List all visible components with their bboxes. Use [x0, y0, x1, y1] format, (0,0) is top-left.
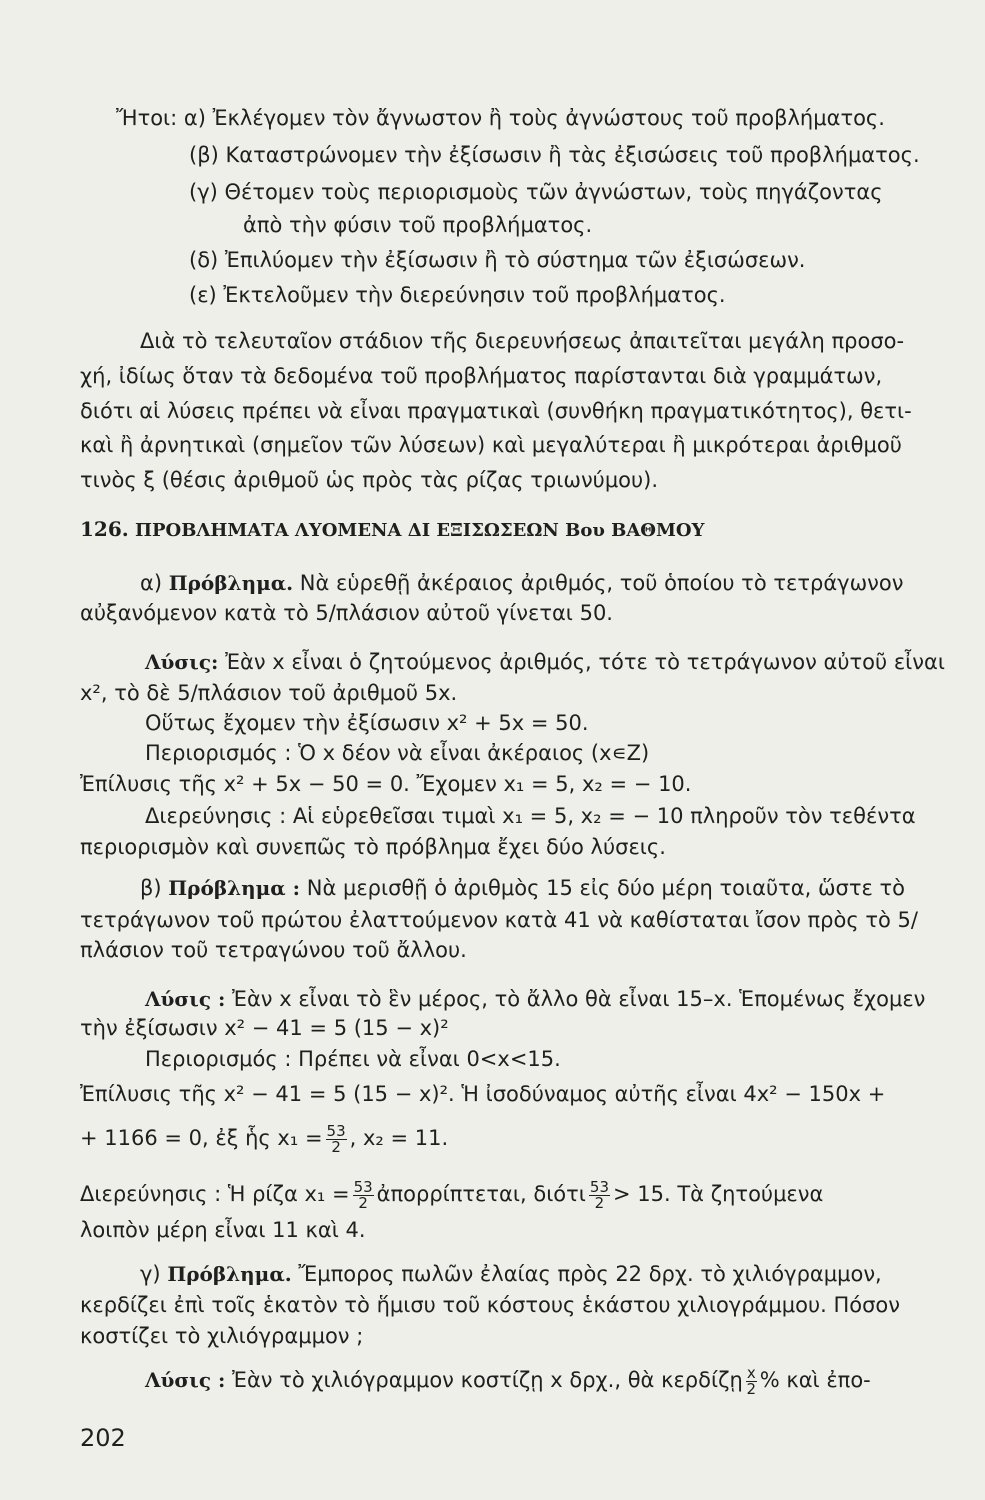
fraction-denominator: 2 — [331, 1137, 341, 1156]
fraction-numerator: x — [746, 1363, 756, 1382]
discussion-text: ἀπορρίπτεται, διότι — [376, 1182, 586, 1206]
solution-a-line: Διερεύνησις : Αἱ εὑρεθεῖσαι τιμαὶ x₁ = 5, x₂ = − 10 πληροῦν τὸν τεθέντα — [145, 804, 916, 828]
para-line: διότι αἱ λύσεις πρέπει νὰ εἶναι πραγματικαὶ (συνθήκη πραγματικότητος), θετι- — [80, 399, 912, 423]
solution-label: Λύσις : — [145, 987, 226, 1011]
step-epsilon: (ε) Ἐκτελοῦμεν τὴν διερεύνησιν τοῦ προβλήματος. — [189, 283, 726, 307]
solution-label: Λύσις: — [145, 650, 219, 674]
problem-text: Νὰ εὑρεθῇ ἀκέραιος ἀριθμός, τοῦ ὁποίου τὸ τετράγωνον — [299, 571, 904, 595]
fraction-denominator: 2 — [358, 1193, 368, 1212]
solution-a-line: Ἐπίλυσις τῆς x² + 5x − 50 = 0. Ἔχομεν x₁ = 5, x₂ = − 10. — [80, 772, 692, 796]
problem-c-line: κοστίζει τὸ χιλιόγραμμον ; — [80, 1324, 364, 1348]
solution-a-line — [145, 647, 945, 677]
fraction-numerator: 53 — [589, 1177, 609, 1196]
solution-text: Ἐὰν x εἶναι τὸ ἓν μέρος, τὸ ἄλλο θὰ εἶναι 15–x. Ἑπομένως ἔχομεν — [232, 987, 926, 1011]
problem-b-line — [140, 873, 905, 903]
fraction — [746, 1363, 757, 1398]
solution-b-line: τὴν ἐξίσωσιν x² − 41 = 5 (15 − x)² — [80, 1016, 449, 1040]
problem-marker: β) — [140, 876, 162, 900]
problem-text: Νὰ μερισθῇ ὁ ἀριθμὸς 15 εἰς δύο μέρη τοιαῦτα, ὥστε τὸ — [306, 876, 905, 900]
problem-a-line — [140, 568, 904, 598]
problem-b-line: πλάσιον τοῦ τετραγώνου τοῦ ἄλλου. — [80, 938, 467, 962]
step-alpha: Ἤτοι: α) Ἐκλέγομεν τὸν ἄγνωστον ἢ τοὺς ἀγνώστους τοῦ προβλήματος. — [116, 106, 885, 130]
solution-text: Ἐὰν x εἶναι ὁ ζητούμενος ἀριθμός, τότε τὸ τετράγωνον αὐτοῦ εἶναι — [225, 650, 945, 674]
fraction — [326, 1121, 347, 1156]
solution-label: Λύσις : — [145, 1368, 226, 1392]
solution-b-line: λοιπὸν μέρη εἶναι 11 καὶ 4. — [80, 1218, 366, 1242]
step-delta: (δ) Ἐπιλύομεν τὴν ἐξίσωσιν ἢ τὸ σύστημα τῶν ἐξισώσεων. — [189, 248, 806, 272]
discussion-text: Διερεύνησις : Ἡ ρίζα x₁ = — [80, 1182, 350, 1206]
solution-b-line: Ἐπίλυσις τῆς x² − 41 = 5 (15 − x)². Ἡ ἰσοδύναμος αὐτῆς εἶναι 4x² − 150x + — [80, 1082, 886, 1106]
solution-b-line: Περιορισμός : Πρέπει νὰ εἶναι 0<x<15. — [145, 1047, 561, 1071]
fraction-numerator: 53 — [326, 1121, 346, 1140]
problem-a-line: αὐξανόμενον κατὰ τὸ 5/πλάσιον αὐτοῦ γίνεται 50. — [80, 601, 613, 625]
para-line: καὶ ἢ ἀρνητικαὶ (σημεῖον τῶν λύσεων) καὶ μεγαλύτεραι ἢ μικρότεραι ἀριθμοῦ — [80, 433, 902, 457]
problem-c-line: κερδίζει ἐπὶ τοῖς ἑκατὸν τὸ ἥμισυ τοῦ κόστους ἑκάστου χιλιογράμμου. Πόσον — [80, 1293, 900, 1317]
problem-c-line — [140, 1259, 882, 1289]
problem-label: Πρόβλημα : — [168, 876, 301, 900]
solution-b-line — [80, 1179, 823, 1211]
discussion-text: > 15. Τὰ ζητούμενα — [613, 1182, 824, 1206]
fraction-numerator: 53 — [353, 1177, 373, 1196]
solution-a-line: περιορισμὸν καὶ συνεπῶς τὸ πρόβλημα ἔχει δύο λύσεις. — [80, 835, 666, 859]
solution-a-line: x², τὸ δὲ 5/πλάσιον τοῦ ἀριθμοῦ 5x. — [80, 681, 458, 705]
step-beta: (β) Καταστρώνομεν τὴν ἐξίσωσιν ἢ τὰς ἐξισώσεις τοῦ προβλήματος. — [189, 143, 920, 167]
fraction — [589, 1177, 610, 1212]
problem-marker: γ) — [140, 1262, 161, 1286]
fraction-denominator: 2 — [594, 1193, 605, 1212]
solution-a-line: Περιορισμός : Ὁ x δέον νὰ εἶναι ἀκέραιος (x∊Z) — [145, 741, 650, 765]
solution-b-line — [145, 984, 925, 1014]
step-gamma-cont: ἀπὸ τὴν φύσιν τοῦ προβλήματος. — [243, 213, 593, 237]
solution-text: Ἐὰν τὸ χιλιόγραμμον κοστίζῃ x δρχ., θὰ κερδίζῃ — [232, 1368, 743, 1392]
section-heading — [80, 514, 704, 546]
fraction — [353, 1177, 374, 1212]
problem-marker: α) — [140, 571, 163, 595]
solution-b-line — [80, 1123, 448, 1155]
equation-text: , x₂ = 11. — [349, 1126, 449, 1150]
solution-a-line: Οὕτως ἔχομεν τὴν ἐξίσωσιν x² + 5x = 50. — [145, 711, 589, 735]
step-gamma: (γ) Θέτομεν τοὺς περιορισμοὺς τῶν ἀγνώστων, τοὺς πηγάζοντας — [189, 180, 883, 204]
problem-label: Πρόβλημα. — [167, 1262, 292, 1286]
page-number: 202 — [80, 1424, 126, 1452]
section-title: ΠΡΟΒΛΗΜΑΤΑ ΛΥΟΜΕΝΑ ΔΙ ΕΞΙΣΩΣΕΩΝ Βου ΒΑΘΜΟΥ — [135, 520, 705, 541]
para-line: Διὰ τὸ τελευταῖον στάδιον τῆς διερευνήσεως ἀπαιτεῖται μεγάλη προσο- — [140, 329, 905, 353]
solution-text: % καὶ ἐπο- — [759, 1368, 871, 1392]
problem-text: Ἔμπορος πωλῶν ἐλαίας πρὸς 22 δρχ. τὸ χιλιόγραμμον, — [298, 1262, 882, 1286]
solution-c-line — [145, 1365, 871, 1397]
problem-label: Πρόβλημα. — [168, 571, 294, 595]
para-line: χή, ἰδίως ὅταν τὰ δεδομένα τοῦ προβλήματος παρίστανται διὰ γραμμάτων, — [80, 364, 883, 388]
fraction-denominator: 2 — [746, 1379, 757, 1398]
equation-text: + 1166 = 0, ἐξ ἧς x₁ = — [80, 1126, 323, 1150]
section-number: 126. — [80, 517, 129, 541]
para-line: τινὸς ξ (θέσις ἀριθμοῦ ὡς πρὸς τὰς ρίζας τριωνύμου). — [80, 468, 659, 492]
problem-b-line: τετράγωνον τοῦ πρώτου ἐλαττούμενον κατὰ 41 νὰ καθίσταται ἴσον πρὸς τὸ 5/ — [80, 908, 918, 932]
